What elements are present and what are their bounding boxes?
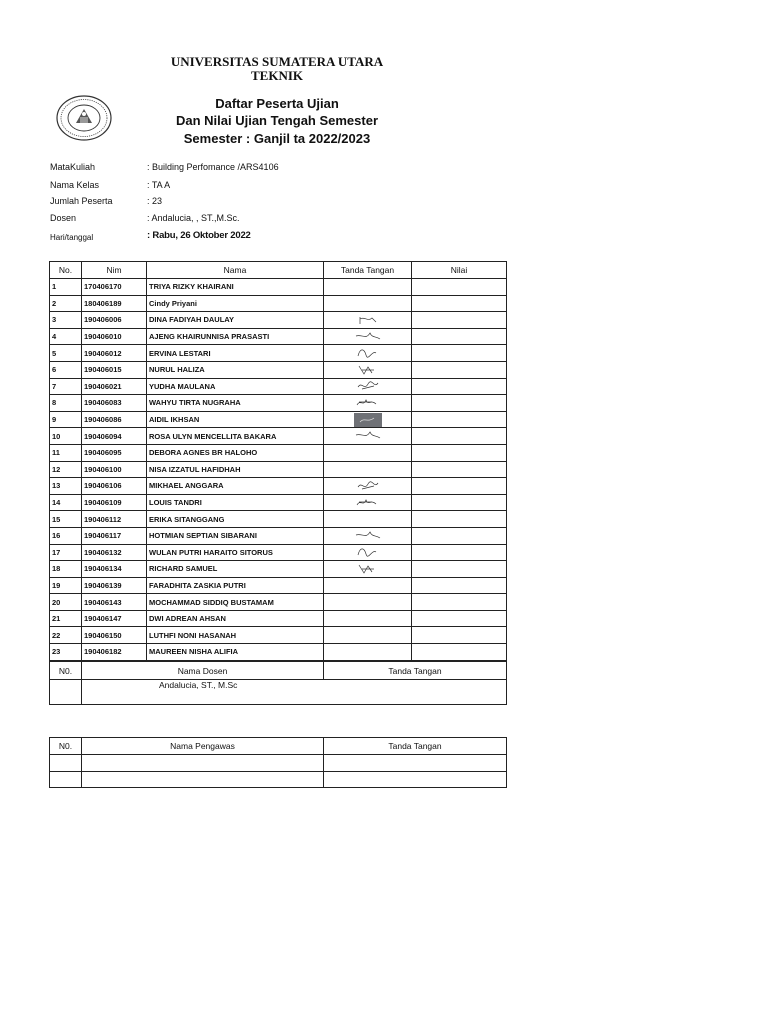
grade-cell[interactable] [412,328,507,345]
table-row [50,527,507,544]
table-row [50,594,507,611]
header-no: N0. [50,738,82,755]
header-nama-dosen: Nama Dosen [82,662,324,680]
supervisor-table [49,737,507,788]
row-nim: 190406021 [82,378,147,395]
doc-title-2: Dan Nilai Ujian Tengah Semester [175,113,379,128]
row-name: WULAN PUTRI HARAITO SITORUS [147,544,324,561]
row-name: MIKHAEL ANGGARA [147,478,324,495]
grade-cell[interactable] [412,627,507,644]
table-row [50,361,507,378]
table-row [50,511,507,528]
grade-cell[interactable] [412,444,507,461]
signature-cell[interactable] [324,461,412,478]
row-number: 14 [50,494,82,511]
row-name: MOCHAMMAD SIDDIQ BUSTAMAM [147,594,324,611]
table-header-row [50,262,507,279]
row-nim: 190406100 [82,461,147,478]
row-number: 17 [50,544,82,561]
grade-cell[interactable] [412,461,507,478]
row-number: 21 [50,610,82,627]
grade-cell[interactable] [412,395,507,412]
signature-icon [354,479,382,493]
row-number: 1 [50,279,82,296]
university-line: UNIVERSITAS SUMATERA UTARA [170,54,384,69]
table-row [50,610,507,627]
header-nilai: Nilai [412,262,507,279]
header-nama-pengawas: Nama Pengawas [82,738,324,755]
lecturer-row [50,680,507,705]
row-nim: 190406010 [82,328,147,345]
row-nim: 190406094 [82,428,147,445]
signature-cell[interactable] [324,644,412,661]
header-no: N0. [50,662,82,680]
header-nama: Nama [147,262,324,279]
row-name: NURUL HALIZA [147,361,324,378]
row-name: MAUREEN NISHA ALIFIA [147,644,324,661]
header-nim: Nim [82,262,147,279]
grade-cell[interactable] [412,312,507,329]
row-name: LOUIS TANDRI [147,494,324,511]
signature-cell[interactable] [324,428,412,445]
table-row [50,411,507,428]
row-name: LUTHFI NONI HASANAH [147,627,324,644]
supervisor-cell[interactable] [50,755,82,772]
row-nim: 190406134 [82,561,147,578]
signature-cell[interactable] [324,345,412,362]
table-row [50,444,507,461]
info-value: : Building Perfomance /ARS4106 [147,162,279,172]
faculty-line: TEKNIK [250,68,303,83]
table-row [50,295,507,312]
row-number: 12 [50,461,82,478]
signature-cell[interactable] [324,378,412,395]
row-name: ERIKA SITANGGANG [147,511,324,528]
table-row [50,395,507,412]
row-nim: 190406117 [82,527,147,544]
signature-cell[interactable] [324,478,412,495]
signature-cell[interactable] [324,627,412,644]
row-nim: 190406132 [82,544,147,561]
lecturer-table [49,661,507,705]
row-nim: 190406106 [82,478,147,495]
table-row [50,461,507,478]
row-number: 15 [50,511,82,528]
row-name: ERVINA LESTARI [147,345,324,362]
grade-cell[interactable] [412,561,507,578]
row-number: 9 [50,411,82,428]
row-number: 23 [50,644,82,661]
row-name: NISA IZZATUL HAFIDHAH [147,461,324,478]
signature-cell[interactable] [324,527,412,544]
supervisor-cell[interactable] [324,755,507,772]
signature-cell[interactable] [324,610,412,627]
header-no: No. [50,262,82,279]
row-nim: 190406095 [82,444,147,461]
table-row [50,577,507,594]
grade-cell[interactable] [412,345,507,362]
table-row [50,428,507,445]
university-name [0,55,554,83]
row-name: DWI ADREAN AHSAN [147,610,324,627]
signature-icon [354,413,382,427]
row-name: DINA FADIYAH DAULAY [147,312,324,329]
lecturer-name: Andalucia, ST., M.Sc [82,680,507,705]
row-name: RICHARD SAMUEL [147,561,324,578]
supervisor-cell[interactable] [82,771,324,788]
supervisor-cell[interactable] [324,771,507,788]
table-row [50,279,507,296]
row-number: 22 [50,627,82,644]
row-number: 18 [50,561,82,578]
signature-icon [354,562,382,576]
row-name: DEBORA AGNES BR HALOHO [147,444,324,461]
info-label: Jumlah Peserta [50,196,113,206]
supervisor-row [50,771,507,788]
row-name: AJENG KHAIRUNNISA PRASASTI [147,328,324,345]
row-number: 3 [50,312,82,329]
row-number: 11 [50,444,82,461]
grade-cell[interactable] [412,295,507,312]
signature-cell[interactable] [324,312,412,329]
signature-icon [354,363,382,377]
row-nim: 190406015 [82,361,147,378]
row-number: 13 [50,478,82,495]
row-nim: 170406170 [82,279,147,296]
row-nim: 180406189 [82,295,147,312]
signature-cell[interactable] [324,411,412,428]
info-value: : TA A [147,180,171,190]
row-number: 20 [50,594,82,611]
grade-cell[interactable] [412,577,507,594]
row-name: TRIYA RIZKY KHAIRANI [147,279,324,296]
header-tanda-tangan: Tanda Tangan [324,738,507,755]
row-nim: 190406012 [82,345,147,362]
signature-cell[interactable] [324,511,412,528]
row-nim: 190406083 [82,395,147,412]
row-name: WAHYU TIRTA NUGRAHA [147,395,324,412]
row-number: 4 [50,328,82,345]
info-label: Hari/tanggal [50,233,94,242]
grade-cell[interactable] [412,279,507,296]
row-nim: 190406006 [82,312,147,329]
signature-cell[interactable] [324,328,412,345]
info-label: MataKuliah [50,162,96,172]
header-tanda-tangan: Tanda Tangan [324,262,412,279]
table-row [50,544,507,561]
row-name: YUDHA MAULANA [147,378,324,395]
signature-cell[interactable] [324,395,412,412]
row-number: 5 [50,345,82,362]
signature-cell[interactable] [324,279,412,296]
info-label: Nama Kelas [50,180,100,190]
signature-icon [354,379,382,393]
grade-cell[interactable] [412,411,507,428]
row-number: 2 [50,295,82,312]
table-row [50,644,507,661]
supervisor-row [50,755,507,772]
grade-cell[interactable] [412,644,507,661]
signature-cell[interactable] [324,577,412,594]
grade-cell[interactable] [412,494,507,511]
info-value: : Rabu, 26 Oktober 2022 [147,230,251,241]
grade-cell[interactable] [412,511,507,528]
row-nim: 190406086 [82,411,147,428]
signature-icon [354,529,382,543]
row-nim: 190406182 [82,644,147,661]
row-number: 10 [50,428,82,445]
row-number: 7 [50,378,82,395]
signature-cell[interactable] [324,594,412,611]
doc-title-1: Daftar Peserta Ujian [215,96,339,111]
table-row [50,378,507,395]
signature-icon [354,429,382,443]
info-value: : Andalucia, , ST.,M.Sc. [147,213,240,223]
row-nim: 190406147 [82,610,147,627]
participants-table [49,261,507,661]
signature-icon [354,545,382,559]
doc-title-3: Semester : Ganjil ta 2022/2023 [183,131,371,146]
row-nim: 190406139 [82,577,147,594]
signature-cell[interactable] [324,444,412,461]
signature-icon [354,496,382,510]
signature-icon [354,346,382,360]
row-name: HOTMIAN SEPTIAN SIBARANI [147,527,324,544]
grade-cell[interactable] [412,478,507,495]
row-number: 8 [50,395,82,412]
supervisor-cell[interactable] [82,755,324,772]
table-row [50,328,507,345]
grade-cell[interactable] [412,361,507,378]
table-row [50,561,507,578]
grade-cell[interactable] [412,544,507,561]
table-row [50,345,507,362]
grade-cell[interactable] [412,428,507,445]
table-row [50,478,507,495]
lecturer-header-row [50,662,507,680]
row-nim: 190406143 [82,594,147,611]
signature-cell[interactable] [324,494,412,511]
row-number: 16 [50,527,82,544]
row-name: FARADHITA ZASKIA PUTRI [147,577,324,594]
signature-cell[interactable] [324,295,412,312]
row-name: AIDIL IKHSAN [147,411,324,428]
signature-cell[interactable] [324,544,412,561]
grade-cell[interactable] [412,610,507,627]
header-tanda-tangan: Tanda Tangan [324,662,507,680]
signature-cell[interactable] [324,361,412,378]
row-number: 6 [50,361,82,378]
table-row [50,312,507,329]
row-nim: 190406150 [82,627,147,644]
grade-cell[interactable] [412,378,507,395]
info-label: Dosen [50,213,77,223]
info-value: : 23 [147,196,163,206]
row-name: ROSA ULYN MENCELLITA BAKARA [147,428,324,445]
grade-cell[interactable] [412,527,507,544]
signature-icon [354,330,382,344]
grade-cell[interactable] [412,594,507,611]
signature-icon [354,396,382,410]
row-nim: 190406109 [82,494,147,511]
row-number: 19 [50,577,82,594]
signature-cell[interactable] [324,561,412,578]
table-row [50,494,507,511]
supervisor-header-row [50,738,507,755]
row-name: Cindy Priyani [147,295,324,312]
supervisor-cell[interactable] [50,771,82,788]
signature-icon [354,313,382,327]
row-nim: 190406112 [82,511,147,528]
lecturer-no-cell [50,680,82,705]
table-row [50,627,507,644]
